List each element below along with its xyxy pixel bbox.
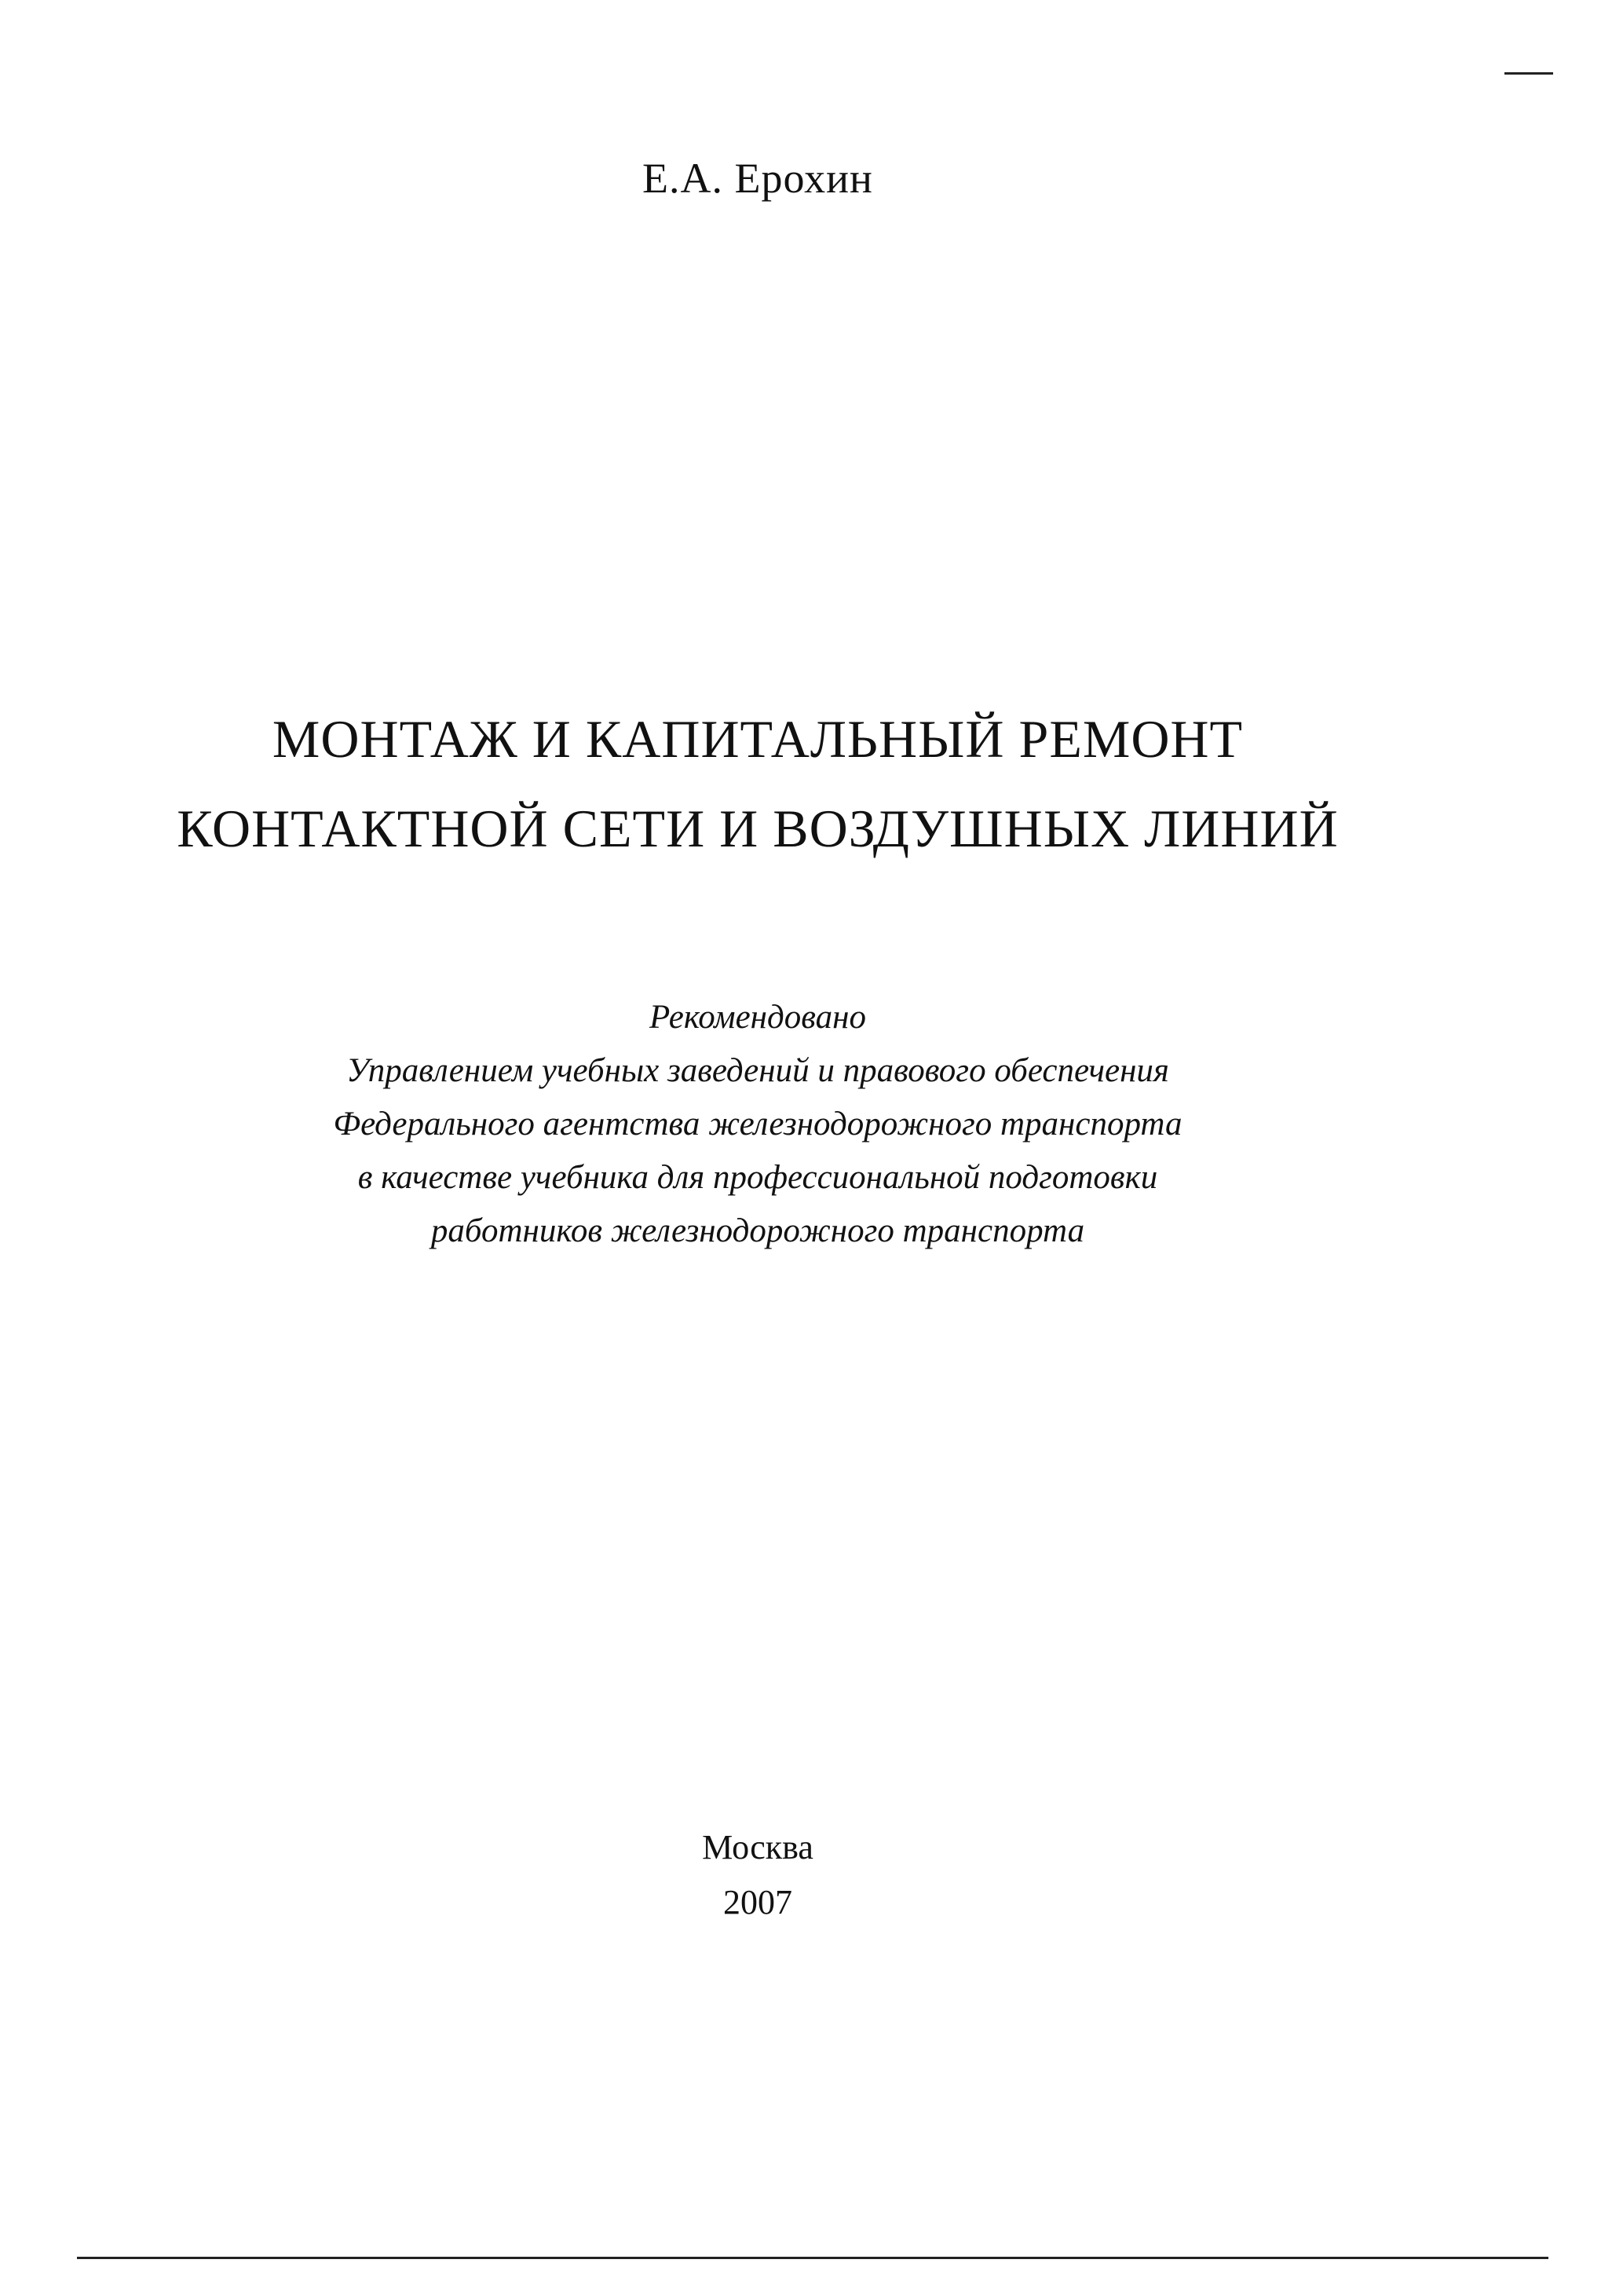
footer-rule — [77, 2257, 1548, 2259]
imprint-city: Москва — [702, 1828, 813, 1866]
imprint-year: 2007 — [723, 1883, 792, 1921]
book-title — [0, 694, 1515, 873]
recommendation-block — [0, 991, 1515, 1258]
imprint — [0, 1820, 1515, 1930]
recommendation-line: работников железнодорожного транспорта — [430, 1212, 1085, 1249]
author-name: Е.А. Ерохин — [642, 155, 873, 202]
recommendation-line: в качестве учебника для профессиональной подготовки — [357, 1159, 1158, 1196]
recommendation-line: Управлением учебных заведений и правового обеспечения — [346, 1052, 1169, 1089]
book-title-line-2: КОНТАКТНОЙ СЕТИ И ВОЗДУШНЫХ ЛИНИЙ — [177, 799, 1339, 858]
recommendation-line: Федерального агентства железнодорожного транспорта — [333, 1106, 1183, 1143]
recommendation-line: Рекомендовано — [649, 999, 866, 1036]
corner-mark — [1504, 72, 1553, 75]
book-title-line-1: МОНТАЖ И КАПИТАЛЬНЫЙ РЕМОНТ — [272, 709, 1244, 769]
